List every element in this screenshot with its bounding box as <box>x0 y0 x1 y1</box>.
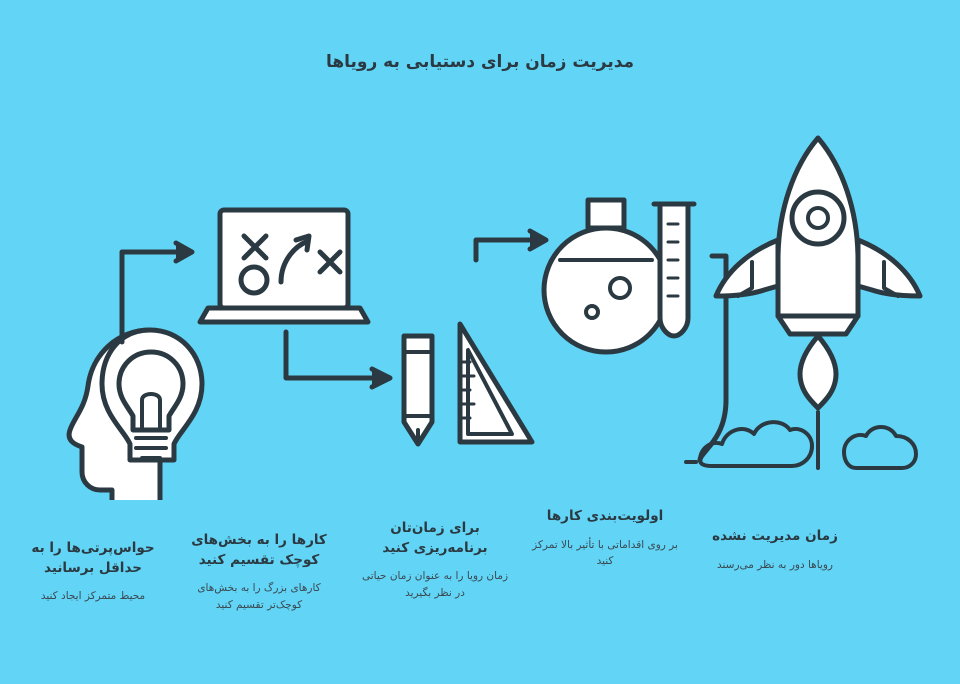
caption-break-down-tasks <box>184 531 334 614</box>
caption-plan-your-time <box>360 519 510 602</box>
head-lightbulb-icon <box>69 330 202 500</box>
arrow-laptop-to-pencil-icon <box>286 332 390 387</box>
caption-unmanaged-time <box>700 527 850 573</box>
caption-heading: کارها را به بخش‌های کوچک تقسیم کنید <box>191 532 327 568</box>
caption-heading: اولویت‌بندی کارها <box>546 508 664 524</box>
pencil-ruler-icon <box>404 324 532 444</box>
rocket-icon <box>686 138 920 468</box>
caption-body: کارهای بزرگ را به بخش‌های کوچک‌تر تقسیم کنید <box>197 582 321 611</box>
arrow-head-to-laptop-icon <box>122 243 192 342</box>
caption-minimize-distractions <box>18 539 168 605</box>
flask-testtube-icon <box>544 200 694 352</box>
illustration-area <box>0 100 960 500</box>
page-title: مدیریت زمان برای دستیابی به رویاها <box>325 52 635 72</box>
arrow-pencil-to-flask-icon <box>476 231 546 260</box>
caption-heading: حواس‌پرتی‌ها را به حداقل برسانید <box>31 540 155 576</box>
caption-body: رویاها دور به نظر می‌رسند <box>717 558 833 571</box>
laptop-strategy-icon <box>200 210 368 322</box>
caption-body: بر روی اقداماتی با تأثیر بالا تمرکز کنید <box>532 538 678 568</box>
captions-row <box>0 508 960 675</box>
caption-body: زمان رویا را به عنوان زمان حیاتی در نظر بگیرید <box>361 570 509 599</box>
caption-body: محیط متمرکز ایجاد کنید <box>40 590 146 603</box>
caption-prioritize-tasks <box>530 507 680 570</box>
caption-heading: زمان مدیریت نشده <box>712 528 838 544</box>
caption-heading: برای زمان‌تان برنامه‌ریزی کنید <box>382 520 488 556</box>
